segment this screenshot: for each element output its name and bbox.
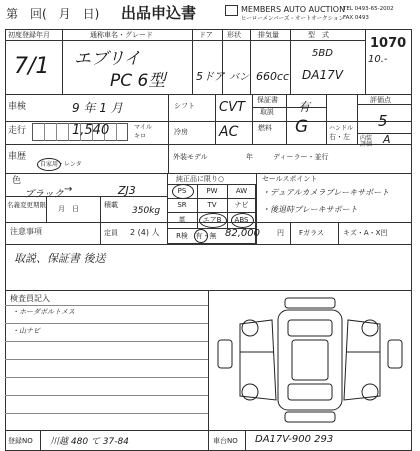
- model-top: 5BD: [312, 48, 333, 59]
- circle-ps: [172, 184, 194, 199]
- inspector-line2: ・山ナビ: [12, 327, 40, 335]
- grade-value: PC 6型: [110, 71, 166, 91]
- equip-abs: ABS: [234, 216, 249, 224]
- car-diagram: [210, 290, 410, 430]
- scratch-label: キズ・A・X凹: [343, 229, 388, 237]
- score-label: 評価点: [370, 96, 391, 104]
- fuel-label: 燃料: [258, 124, 272, 132]
- fixed-value: 2 (4) 人: [130, 228, 160, 237]
- equip-aw: AW: [235, 187, 248, 195]
- equip-pw: PW: [206, 187, 218, 195]
- interior-value: A: [383, 133, 391, 146]
- equip-navi: ナビ: [234, 201, 249, 209]
- equip-ps: PS: [177, 187, 187, 195]
- foreign-value: 年: [246, 153, 253, 161]
- shift-label: シフト: [174, 102, 195, 110]
- ac-label: 冷房: [174, 128, 188, 136]
- lot-number: 1070: [370, 36, 407, 51]
- shape-label: 形状: [227, 31, 241, 39]
- chassis-label: 車台NO: [213, 437, 238, 445]
- inspection-label: 車検: [8, 102, 27, 112]
- shape-value: バン: [229, 72, 249, 83]
- history-circle: [37, 158, 61, 171]
- interior-label: 内装: [360, 135, 373, 142]
- interior-label2: 評価: [360, 141, 373, 148]
- name-value: エブリイ: [74, 49, 141, 69]
- page-title: 出品申込書: [121, 4, 197, 22]
- price-value: 82,000: [225, 228, 260, 239]
- color-arrow: →: [64, 184, 73, 195]
- circle-abs: [231, 213, 254, 228]
- fixed-label: 定員: [104, 229, 118, 237]
- title-prefix: 第 回( 月 日): [6, 7, 100, 21]
- warranty-label2: 取説: [260, 108, 274, 116]
- handle-value: 右・左: [329, 133, 350, 141]
- model-value: DA17V: [302, 68, 343, 82]
- chassis-value: DA17V-900 293: [255, 434, 334, 445]
- notes-value: 取説、保証書 後送: [14, 252, 106, 265]
- history-value: 自家用・レンタ: [40, 161, 82, 168]
- handle-label: ハンドル: [329, 125, 354, 132]
- glass-label: Fガラス: [299, 229, 324, 237]
- score-value: 5: [378, 112, 388, 130]
- door-label: ドア: [199, 31, 213, 39]
- shift-value: CVT: [219, 100, 245, 115]
- notes-label: 注意事項: [10, 227, 42, 236]
- equip-leather: 革: [178, 216, 186, 224]
- note-value: 10.-: [368, 54, 388, 65]
- history-label: 車歴: [8, 152, 27, 162]
- equip-sr: SR: [177, 201, 187, 209]
- reg-value: 7/1: [14, 54, 50, 79]
- inspector-line1: ・ホーダボルトメス: [12, 308, 75, 316]
- inspection-value: 9 年 1 月: [72, 101, 123, 115]
- logo-text: MEMBERS AUTO AUCTION: [241, 5, 346, 14]
- circle-airbag: [199, 213, 227, 228]
- sales-line1: ・デュアルカメラブレーキサポート: [262, 188, 390, 197]
- equip-label: 純正品に限り○: [176, 175, 225, 183]
- name-label: 通称車名・グレード: [90, 31, 153, 39]
- mileage-label: 走行: [8, 126, 27, 136]
- model-label: 型 式: [308, 31, 329, 39]
- dealer-label: ディーラー・並行: [273, 153, 329, 161]
- reg-no-value: 川越 480 て 37-84: [50, 437, 129, 447]
- door-value: 5ドア: [196, 70, 225, 83]
- color-label: 色: [12, 176, 22, 186]
- warranty-value: 有: [298, 100, 311, 114]
- sales-line2: ・後退時ブレーキサポート: [262, 205, 358, 214]
- reg-no-label: 登録NO: [8, 437, 33, 445]
- tel: TEL 0493-65-2002: [343, 6, 394, 12]
- fuel-value: G: [295, 117, 309, 137]
- mileage-value: 1,540: [72, 123, 110, 138]
- price-unit: 円: [277, 229, 284, 237]
- foreign-label: 外装モデル: [173, 153, 208, 161]
- name-change-value: 月 日: [58, 205, 79, 213]
- logo-sub: ヒーローメンバーズ・オートオークション: [241, 16, 345, 22]
- mileage-unit: マイル: [134, 124, 152, 131]
- name-change-label: 名義変更期限: [7, 201, 46, 209]
- load-label: 積載: [104, 201, 118, 209]
- inspector-label: 検査員記入: [10, 294, 50, 303]
- equip-airbag: エアB: [202, 216, 222, 224]
- ac-value: AC: [219, 124, 239, 140]
- cc-label: 排気量: [258, 31, 279, 39]
- reg-label: 初度登録年月: [8, 31, 50, 39]
- equip-tv: TV: [207, 201, 217, 209]
- fax: FAX 0493: [343, 15, 369, 21]
- color-value: ブラック: [24, 189, 64, 200]
- equip-recall-value: 有・無: [195, 232, 217, 240]
- sales-label: セールスポイント: [262, 175, 318, 183]
- mileage-unit2: キロ: [134, 133, 147, 140]
- logo-mark: [225, 5, 238, 16]
- equip-recall: R検: [176, 232, 188, 240]
- warranty-label: 保証書: [257, 96, 278, 104]
- circle-recall-yes: [194, 229, 208, 243]
- color-code: ZJ3: [118, 184, 136, 197]
- load-value: 350kg: [132, 206, 161, 216]
- cc-value: 660cc: [256, 70, 290, 83]
